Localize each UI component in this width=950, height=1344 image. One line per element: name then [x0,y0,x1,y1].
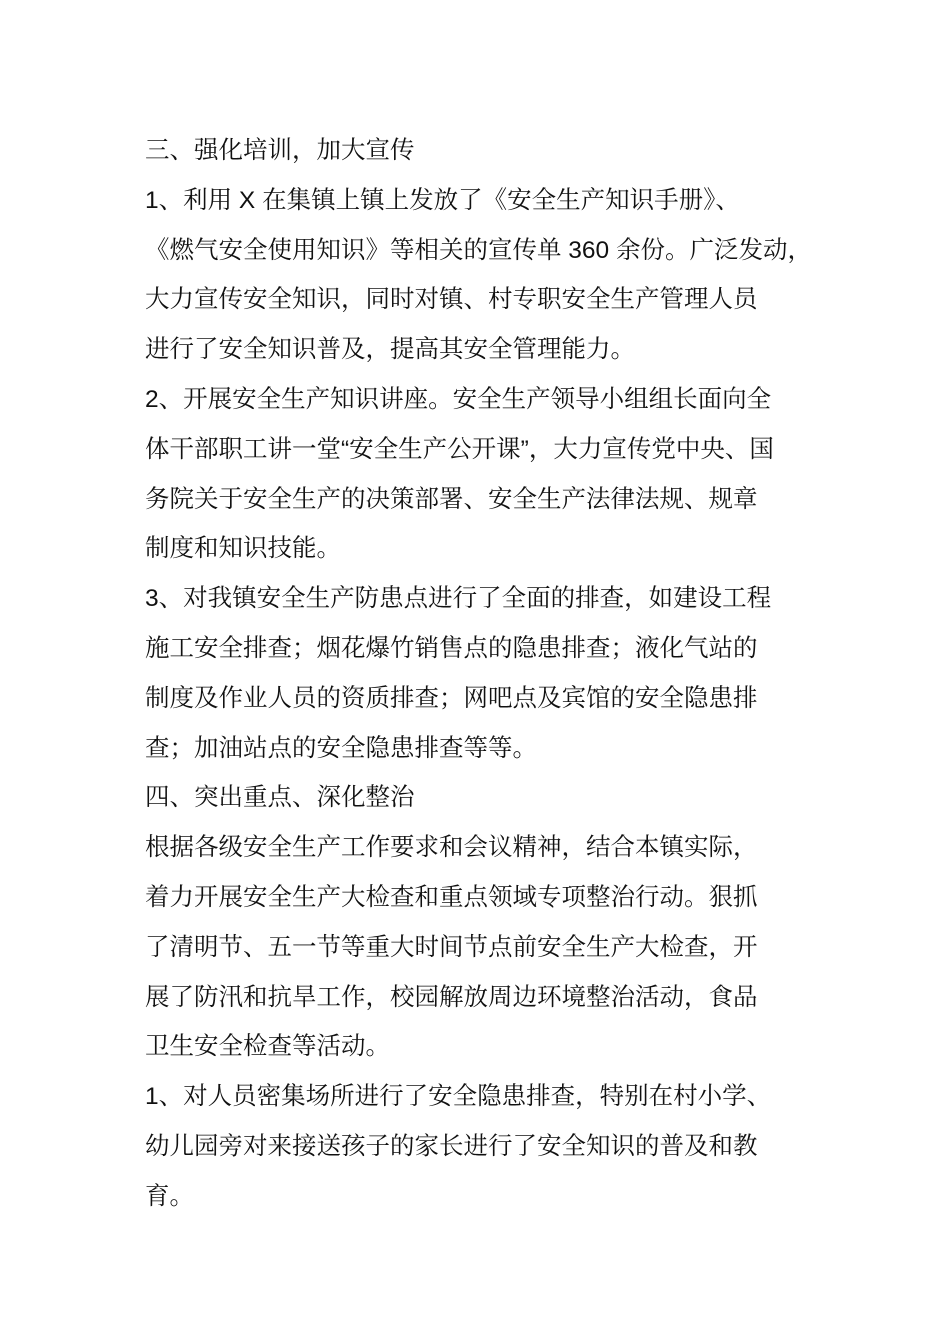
paragraph [145,823,845,1072]
text-line: 幼儿园旁对来接送孩子的家长进行了安全知识的普及和教 [145,1132,758,1160]
text-line: 查；加油站点的安全隐患排查等等。 [145,734,537,762]
text-line: 3、对我镇安全生产防患点进行了全面的排查，如建设工程 [145,585,772,613]
text-line: 务院关于安全生产的决策部署、安全生产法律法规、规章 [145,485,758,513]
text-line: 1、对人员密集场所进行了安全隐患排查，特别在村小学、 [145,1083,772,1111]
text-line: 育。 [145,1182,194,1210]
numbered-paragraph [145,375,845,574]
numbered-paragraph [145,1072,845,1221]
text-line: 四、突出重点、深化整治 [145,784,415,812]
text-line: 大力宣传安全知识，同时对镇、村专职安全生产管理人员 [145,286,758,314]
text-line: 施工安全排查；烟花爆竹销售点的隐患排查；液化气站的 [145,634,758,662]
text-line: 制度及作业人员的资质排查；网吧点及宾馆的安全隐患排 [145,684,758,712]
text-line: 展了防汛和抗旱工作，校园解放周边环境整治活动，食品 [145,983,758,1011]
text-line: 了清明节、五一节等重大时间节点前安全生产大检查，开 [145,933,758,961]
section-heading [145,773,845,823]
document-body [145,126,845,1222]
section-heading [145,126,845,176]
numbered-paragraph [145,574,845,773]
text-line: 制度和知识技能。 [145,535,341,563]
text-line: 1、利用 X 在集镇上镇上发放了《安全生产知识手册》、 [145,186,740,214]
text-line: 2、开展安全生产知识讲座。安全生产领导小组组长面向全 [145,385,772,413]
text-line: 进行了安全知识普及，提高其安全管理能力。 [145,336,635,364]
text-line: 根据各级安全生产工作要求和会议精神，结合本镇实际， [145,834,758,862]
text-line: 三、强化培训，加大宣传 [145,137,415,164]
text-line: 体干部职工讲一堂“安全生产公开课”，大力宣传党中央、国 [145,435,774,463]
numbered-paragraph [145,176,845,375]
text-line: 卫生安全检查等活动。 [145,1033,390,1061]
text-line: 着力开展安全生产大检查和重点领域专项整治行动。狠抓 [145,883,758,911]
text-line: 《燃气安全使用知识》等相关的宣传单 360 余份。广泛发动， [145,236,812,264]
